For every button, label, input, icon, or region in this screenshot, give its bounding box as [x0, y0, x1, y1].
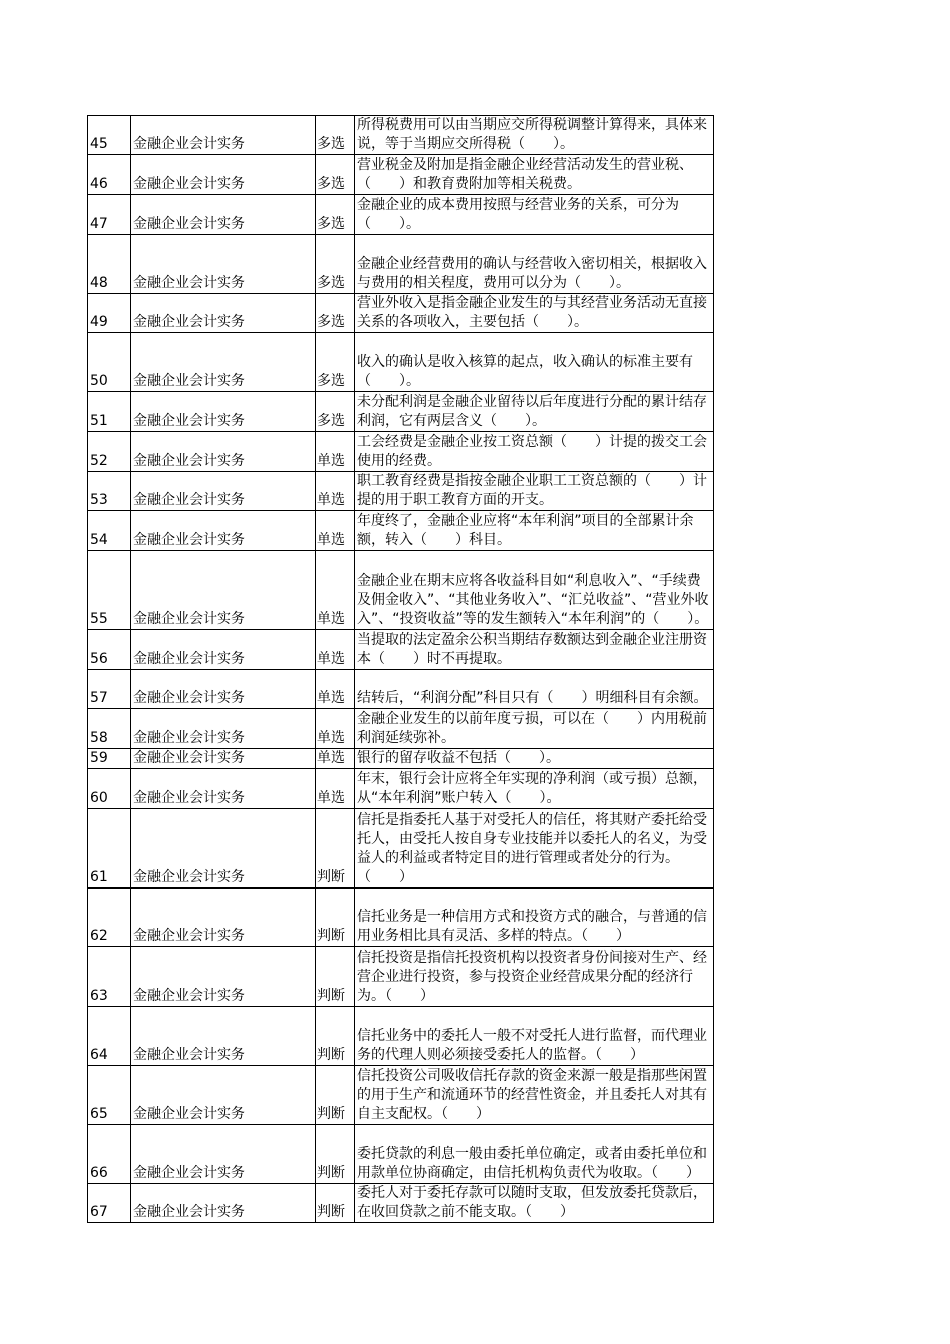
question-type-cell: 单选	[316, 769, 355, 809]
subject-cell: 金融企业会计实务	[131, 630, 316, 670]
row-number-cell: 56	[88, 630, 131, 670]
table-row	[88, 195, 714, 235]
question-type-cell: 判断	[316, 1007, 355, 1066]
question-type-cell: 单选	[316, 749, 355, 769]
question-type-cell: 多选	[316, 392, 355, 432]
row-number-cell: 54	[88, 511, 131, 551]
question-table-body	[88, 116, 714, 1223]
subject-cell: 金融企业会计实务	[131, 749, 316, 769]
row-number-cell: 53	[88, 472, 131, 511]
question-type-cell: 单选	[316, 630, 355, 670]
subject-cell: 金融企业会计实务	[131, 235, 316, 294]
question-text-cell: 金融企业在期末应将各收益科目如“利息收入”、“手续费及佣金收入”、“其他业务收入”、“汇兑收益”、“营业外收入”、“投资收益”等的发生额转入“本年利润”的（ ）。	[355, 551, 714, 630]
table-row	[88, 709, 714, 749]
row-number-cell: 49	[88, 294, 131, 333]
table-row	[88, 155, 714, 195]
question-type-cell: 多选	[316, 155, 355, 195]
question-type-cell: 判断	[316, 1125, 355, 1184]
subject-cell: 金融企业会计实务	[131, 1125, 316, 1184]
question-text-cell: 委托人对于委托存款可以随时支取，但发放委托贷款后，在收回贷款之前不能支取。（ ）	[355, 1184, 714, 1223]
subject-cell: 金融企业会计实务	[131, 294, 316, 333]
question-text-cell: 委托贷款的利息一般由委托单位确定，或者由委托单位和用款单位协商确定，由信托机构负责代为收取。（ ）	[355, 1125, 714, 1184]
question-type-cell: 判断	[316, 809, 355, 888]
table-row	[88, 888, 714, 947]
question-text-cell: 结转后，“利润分配”科目只有（ ）明细科目有余额。	[355, 670, 714, 709]
row-number-cell: 63	[88, 947, 131, 1007]
table-row	[88, 1007, 714, 1066]
row-number-cell: 57	[88, 670, 131, 709]
question-type-cell: 单选	[316, 511, 355, 551]
subject-cell: 金融企业会计实务	[131, 670, 316, 709]
row-number-cell: 62	[88, 888, 131, 947]
question-text-cell: 信托投资是指信托投资机构以投资者身份间接对生产、经营企业进行投资，参与投资企业经营成果分配的经济行为。（ ）	[355, 947, 714, 1007]
table-row	[88, 235, 714, 294]
row-number-cell: 60	[88, 769, 131, 809]
row-number-cell: 67	[88, 1184, 131, 1223]
question-text-cell: 信托是指委托人基于对受托人的信任，将其财产委托给受托人，由受托人按自身专业技能并以委托人的名义，为受益人的利益或者特定目的进行管理或者处分的行为。（ ）	[355, 809, 714, 888]
row-number-cell: 58	[88, 709, 131, 749]
row-number-cell: 51	[88, 392, 131, 432]
question-text-cell: 金融企业的成本费用按照与经营业务的关系，可分为（ ）。	[355, 195, 714, 235]
subject-cell: 金融企业会计实务	[131, 472, 316, 511]
subject-cell: 金融企业会计实务	[131, 195, 316, 235]
subject-cell: 金融企业会计实务	[131, 809, 316, 888]
row-number-cell: 46	[88, 155, 131, 195]
question-text-cell: 职工教育经费是指按金融企业职工工资总额的（ ）计提的用于职工教育方面的开支。	[355, 472, 714, 511]
subject-cell: 金融企业会计实务	[131, 392, 316, 432]
table-row	[88, 511, 714, 551]
subject-cell: 金融企业会计实务	[131, 155, 316, 195]
question-type-cell: 多选	[316, 333, 355, 392]
table-row	[88, 769, 714, 809]
row-number-cell: 47	[88, 195, 131, 235]
question-text-cell: 银行的留存收益不包括（ ）。	[355, 749, 714, 769]
question-type-cell: 单选	[316, 472, 355, 511]
question-text-cell: 金融企业发生的以前年度亏损，可以在（ ）内用税前利润延续弥补。	[355, 709, 714, 749]
subject-cell: 金融企业会计实务	[131, 1007, 316, 1066]
table-row	[88, 472, 714, 511]
question-text-cell: 金融企业经营费用的确认与经营收入密切相关，根据收入与费用的相关程度，费用可以分为（ ）。	[355, 235, 714, 294]
row-number-cell: 65	[88, 1066, 131, 1125]
row-number-cell: 61	[88, 809, 131, 888]
question-type-cell: 单选	[316, 670, 355, 709]
table-row	[88, 333, 714, 392]
table-row	[88, 551, 714, 630]
subject-cell: 金融企业会计实务	[131, 709, 316, 749]
question-text-cell: 营业税金及附加是指金融企业经营活动发生的营业税、（ ）和教育费附加等相关税费。	[355, 155, 714, 195]
subject-cell: 金融企业会计实务	[131, 511, 316, 551]
table-row	[88, 630, 714, 670]
table-row	[88, 432, 714, 472]
table-row	[88, 670, 714, 709]
question-text-cell: 信托业务中的委托人一般不对受托人进行监督，而代理业务的代理人则必须接受委托人的监督。（ ）	[355, 1007, 714, 1066]
question-type-cell: 多选	[316, 235, 355, 294]
question-type-cell: 多选	[316, 294, 355, 333]
question-text-cell: 营业外收入是指金融企业发生的与其经营业务活动无直接关系的各项收入，主要包括（ ）。	[355, 294, 714, 333]
subject-cell: 金融企业会计实务	[131, 769, 316, 809]
question-type-cell: 多选	[316, 116, 355, 155]
question-text-cell: 收入的确认是收入核算的起点，收入确认的标准主要有（ ）。	[355, 333, 714, 392]
table-row	[88, 116, 714, 155]
question-text-cell: 年度终了，金融企业应将“本年利润”项目的全部累计余额，转入（ ）科目。	[355, 511, 714, 551]
table-row	[88, 947, 714, 1007]
subject-cell: 金融企业会计实务	[131, 947, 316, 1007]
subject-cell: 金融企业会计实务	[131, 551, 316, 630]
table-row	[88, 1184, 714, 1223]
table-row	[88, 749, 714, 769]
question-type-cell: 判断	[316, 1184, 355, 1223]
row-number-cell: 48	[88, 235, 131, 294]
subject-cell: 金融企业会计实务	[131, 1066, 316, 1125]
question-type-cell: 判断	[316, 888, 355, 947]
subject-cell: 金融企业会计实务	[131, 888, 316, 947]
table-row	[88, 1066, 714, 1125]
question-type-cell: 多选	[316, 195, 355, 235]
table-row	[88, 294, 714, 333]
question-type-cell: 单选	[316, 551, 355, 630]
question-text-cell: 信托业务是一种信用方式和投资方式的融合，与普通的信用业务相比具有灵活、多样的特点。（ ）	[355, 888, 714, 947]
question-type-cell: 判断	[316, 1066, 355, 1125]
question-text-cell: 工会经费是金融企业按工资总额（ ）计提的拨交工会使用的经费。	[355, 432, 714, 472]
row-number-cell: 59	[88, 749, 131, 769]
subject-cell: 金融企业会计实务	[131, 432, 316, 472]
table-row	[88, 1125, 714, 1184]
row-number-cell: 66	[88, 1125, 131, 1184]
subject-cell: 金融企业会计实务	[131, 116, 316, 155]
question-text-cell: 未分配利润是金融企业留待以后年度进行分配的累计结存利润，它有两层含义（ ）。	[355, 392, 714, 432]
row-number-cell: 45	[88, 116, 131, 155]
subject-cell: 金融企业会计实务	[131, 333, 316, 392]
question-type-cell: 判断	[316, 947, 355, 1007]
question-text-cell: 当提取的法定盈余公积当期结存数额达到金融企业注册资本（ ）时不再提取。	[355, 630, 714, 670]
row-number-cell: 50	[88, 333, 131, 392]
question-type-cell: 单选	[316, 709, 355, 749]
question-text-cell: 信托投资公司吸收信托存款的资金来源一般是指那些闲置的用于生产和流通环节的经营性资金，并且委托人对其有自主支配权。（ ）	[355, 1066, 714, 1125]
question-text-cell: 所得税费用可以由当期应交所得税调整计算得来，具体来说，等于当期应交所得税（ ）。	[355, 116, 714, 155]
table-row	[88, 809, 714, 888]
table-row	[88, 392, 714, 432]
subject-cell: 金融企业会计实务	[131, 1184, 316, 1223]
question-type-cell: 单选	[316, 432, 355, 472]
row-number-cell: 55	[88, 551, 131, 630]
question-text-cell: 年末，银行会计应将全年实现的净利润（或亏损）总额，从“本年利润”账户转入（ ）。	[355, 769, 714, 809]
question-table	[87, 115, 714, 1223]
row-number-cell: 64	[88, 1007, 131, 1066]
row-number-cell: 52	[88, 432, 131, 472]
